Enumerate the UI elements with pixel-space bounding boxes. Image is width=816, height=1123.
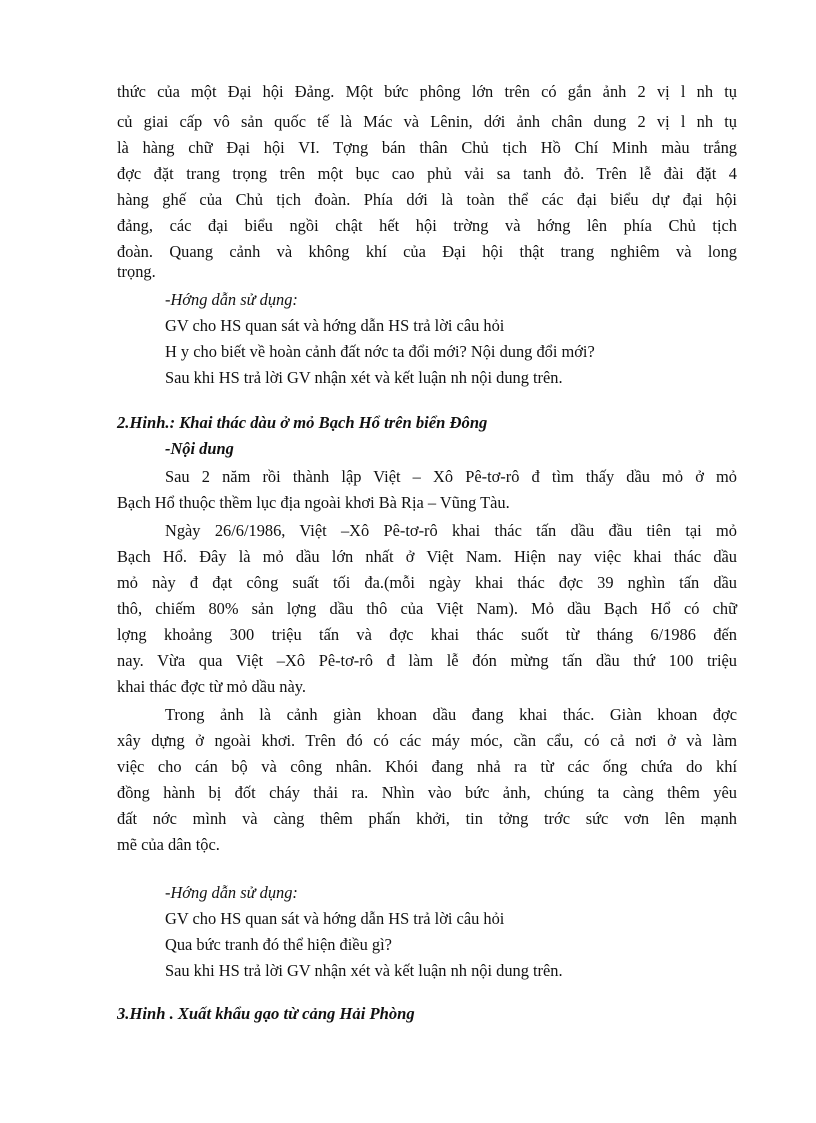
section-heading: 2.Hinh.: Khai thác dàu ở mỏ Bạch Hổ trên biển Đông [117, 413, 488, 432]
paragraph-line: nay. Vừa qua Việt –Xô Pê-tơ-rô đ làm lễ đón mừng tấn dầu thứ 100 triệu [117, 651, 737, 670]
section-subheading: -Nội dung [165, 439, 234, 458]
paragraph-line: Bạch Hổ. Đây là mỏ dầu lớn nhất ở Việt Nam. Hiện nay việc khai thác dầu [117, 547, 737, 566]
paragraph-line: khai thác đợc từ mỏ dầu này. [117, 677, 306, 696]
paragraph-line: thô, chiếm 80% sản lợng dầu thô của Việt Nam). Mỏ dầu Bạch Hổ có chữ [117, 599, 737, 618]
paragraph-line: mỏ này đ đạt công suất tối đa.(mỗi ngày khai thác đợc 39 nghìn tấn dầu [117, 573, 737, 592]
section-heading: 3.Hinh . Xuất khẩu gạo từ cảng Hải Phòng [117, 1004, 415, 1023]
paragraph-line: Trong ảnh là cảnh giàn khoan dầu đang khai thác. Giàn khoan đợc [165, 705, 737, 724]
paragraph-line: là hàng chữ Đại hội VI. Tợng bán thân Chủ tịch Hồ Chí Minh màu trắng [117, 138, 737, 157]
usage-guide-title: -Hớng dẫn sử dụng: [165, 883, 298, 902]
paragraph-line: đoàn. Quang cảnh và không khí của Đại hội thật trang nghiêm và long [117, 242, 737, 261]
paragraph-line: củ giai cấp vô sản quốc tế là Mác và Lênin, dới ảnh chân dung 2 vị l nh tụ [117, 112, 737, 131]
usage-guide-line: Qua bức tranh đó thể hiện điều gì? [165, 935, 392, 954]
paragraph-line: Sau 2 năm rồi thành lập Việt – Xô Pê-tơ-rô đ tìm thấy dầu mỏ ở mỏ [165, 467, 737, 486]
paragraph-line: mẽ của dân tộc. [117, 835, 220, 854]
usage-guide-line: Sau khi HS trả lời GV nhận xét và kết luận nh nội dung trên. [165, 961, 563, 980]
paragraph-line: trọng. [117, 262, 156, 281]
paragraph-line: đất nớc mình và càng thêm phấn khởi, tin tởng trớc sức vơn lên mạnh [117, 809, 737, 828]
usage-guide-line: Sau khi HS trả lời GV nhận xét và kết luận nh nội dung trên. [165, 368, 563, 387]
usage-guide-line: H y cho biết về hoàn cảnh đất nớc ta đổi mới? Nội dung đổi mới? [165, 342, 595, 361]
paragraph-line: Ngày 26/6/1986, Việt –Xô Pê-tơ-rô khai thác tấn dầu đầu tiên tại mỏ [165, 521, 737, 540]
paragraph-line: đảng, các đại biểu ngồi chật hết hội trờng và hớng lên phía Chủ tịch [117, 216, 737, 235]
paragraph-line: xây dựng ở ngoài khơi. Trên đó có các máy móc, cần cẩu, có cả nơi ở và làm [117, 731, 737, 750]
usage-guide-title: -Hớng dẫn sử dụng: [165, 290, 298, 309]
paragraph-line: việc cho cán bộ và công nhân. Khói đang nhả ra từ các ống chứa do khí [117, 757, 737, 776]
paragraph-line: đồng hành bị đốt cháy thải ra. Nhìn vào bức ảnh, chúng ta càng thêm yêu [117, 783, 737, 802]
paragraph-line: đợc đặt trang trọng trên một bục cao phủ vải sa tanh đỏ. Trên lễ đài đặt 4 [117, 164, 737, 183]
paragraph-line: lợng khoảng 300 triệu tấn và đợc khai thác suốt từ tháng 6/1986 đến [117, 625, 737, 644]
usage-guide-line: GV cho HS quan sát và hớng dẫn HS trả lời câu hỏi [165, 316, 505, 335]
paragraph-line: hàng ghế của Chủ tịch đoàn. Phía dới là toàn thể các đại biểu dự đại hội [117, 190, 737, 209]
usage-guide-line: GV cho HS quan sát và hớng dẫn HS trả lời câu hỏi [165, 909, 505, 928]
paragraph-line: thức của một Đại hội Đảng. Một bức phông lớn trên có gắn ảnh 2 vị l nh tụ [117, 82, 737, 101]
paragraph-line: Bạch Hổ thuộc thềm lục địa ngoài khơi Bà Rịa – Vũng Tàu. [117, 493, 510, 512]
